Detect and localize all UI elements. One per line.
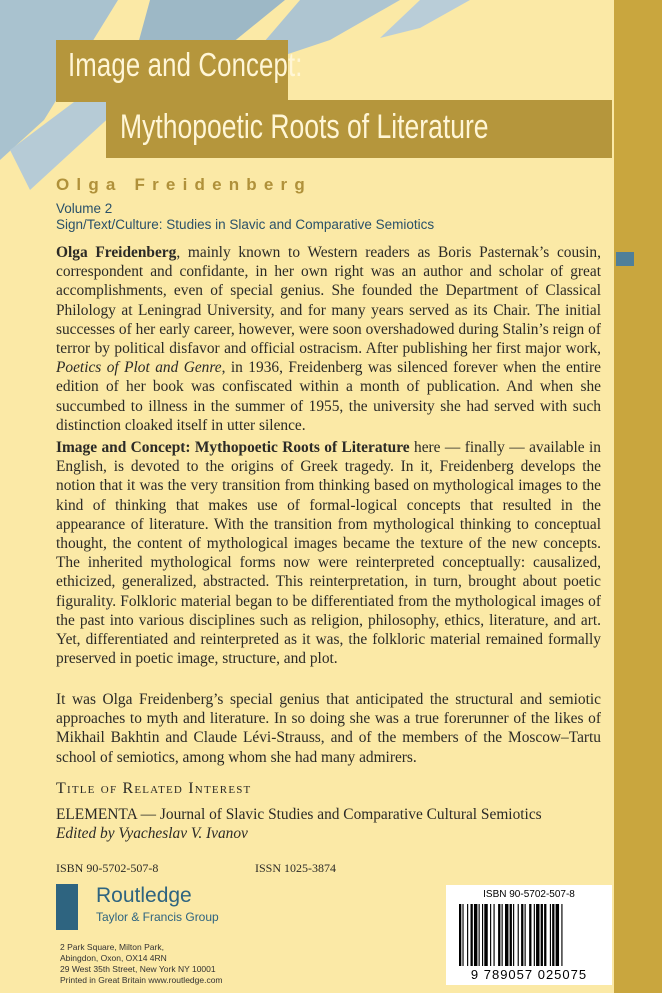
paragraph1-text-a: , mainly known to Western readers as Boris Pasternak’s cousin, correspondent and confidante, in her own right was an author and scholar of great accomplishments, even of special genius. She founded the Department of Classical Philology at Leningrad University, and for many years served as its Chair. The initial successes of her early career, however, were soon overshadowed during Stalin’s reign of terror by political disfavor and official ostracism. After publishing her first major work, xyxy=(56,244,601,358)
related-interest-heading: Title of Related Interest xyxy=(56,780,252,797)
barcode-number: 9 789057 025075 xyxy=(470,967,588,982)
volume-label: Volume 2 xyxy=(56,201,113,216)
publisher-address-line: 2 Park Square, Milton Park, xyxy=(60,942,164,952)
barcode-panel xyxy=(446,885,612,985)
publisher-address-line: 29 West 35th Street, New York NY 10001 xyxy=(60,964,216,974)
book-title-lead: Image and Concept: Mythopoetic Roots of Literature xyxy=(56,439,410,456)
work-title: Poetics of Plot and Genre xyxy=(56,359,222,377)
barcode-icon xyxy=(459,904,599,966)
description-paragraph-2 xyxy=(56,438,601,668)
paragraph1-text-b: , in 1936, Freidenberg was silenced forever when the entire edition of her book was confiscated within a month of publication. And when she succumbed to illness in the summer of 1955, the university she had served with such distinction cloaked itself in utter silence. xyxy=(56,359,601,434)
publisher-address-line: Abingdon, Oxon, OX14 4RN xyxy=(60,953,167,963)
related-journal-title: ELEMENTA — Journal of Slavic Studies and Comparative Cultural Semiotics xyxy=(56,806,542,823)
book-title-line1: Image and Concept: xyxy=(68,46,303,83)
description-paragraph-3: It was Olga Freidenberg’s special genius that anticipated the structural and semiotic approaches to myth and literature. In so doing she was a true forerunner of the likes of Mikhail Bakhtin and Claude Lévi-Strauss, and of the members of the Moscow–Tartu school of semiotics, among whom she had many admirers. xyxy=(56,691,601,766)
routledge-logo-icon xyxy=(56,884,78,930)
publisher-name: Routledge xyxy=(96,884,192,907)
publisher-group: Taylor & Francis Group xyxy=(96,910,219,924)
series-title: Sign/Text/Culture: Studies in Slavic and Comparative Semiotics xyxy=(56,217,435,232)
isbn-text: ISBN 90-5702-507-8 xyxy=(56,861,159,875)
book-title-line2: Mythopoetic Roots of Literature xyxy=(120,108,489,146)
author-lead: Olga Freidenberg xyxy=(56,244,177,261)
routledge-logo-vertical-text: ROUTLEDGE xyxy=(51,930,58,974)
paragraph2-text: here — finally — available in English, is devoted to the origins of Greek tragedy. In it, Freidenberg develops the notion that it was the very transition from thinking based on mythological images to the kind of thinking that makes use of formal-logical concepts that resulted in the appearance of literature. With the transition from mythological thinking to conceptual thought, the content of mythological images became the texture of the new concepts. The inherited mythological forms now were reinterpreted conceptually: causalized, ethicized, generalized, abstracted. This reinterpretation, in turn, brought about poetic figurality. Folkloric material began to be differentiated from the mythological images of the past into various disciplines such as religion, philosophy, ethics, literature, and art. Yet, differentiated and reinterpreted as it was, the folkloric material remained formally preserved in poetic image, structure, and plot. xyxy=(56,439,601,668)
barcode-isbn: ISBN 90-5702-507-8 xyxy=(483,889,575,900)
spine-tab xyxy=(616,252,634,266)
related-journal-editor: Edited by Vyacheslav V. Ivanov xyxy=(56,825,248,842)
description-paragraph-1 xyxy=(56,243,601,435)
author-name: Olga Freidenberg xyxy=(56,175,312,194)
issn-text: ISSN 1025-3874 xyxy=(255,861,337,875)
publisher-address-line: Printed in Great Britain www.routledge.com xyxy=(60,975,223,985)
